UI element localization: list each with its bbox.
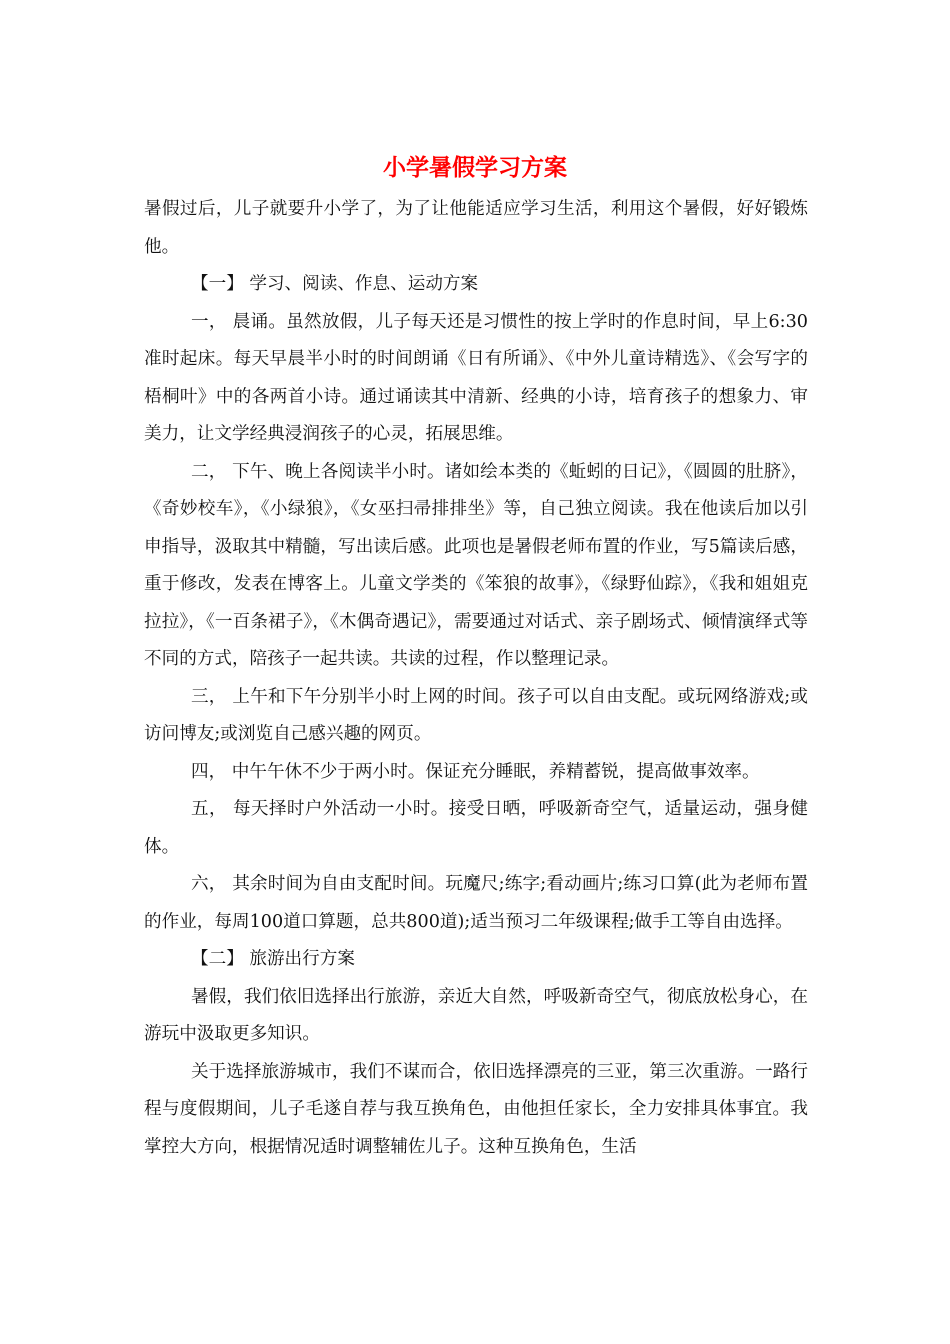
paragraph-item-4: 四， 中午午休不少于两小时。保证充分睡眠，养精蓄锐，提高做事效率。 xyxy=(191,761,760,782)
section-heading-2: 【二】 旅游出行方案 xyxy=(191,949,355,969)
section-heading-1: 【一】 学习、阅读、作息、运动方案 xyxy=(191,274,479,294)
paragraph-travel-1: 暑假，我们依旧选择出行旅游，亲近大自然，呼吸新奇空气，彻底放松身心，在游玩中汲取更多知识。 xyxy=(144,986,808,1044)
document-body xyxy=(144,191,808,1166)
paragraph-item-6: 六， 其余时间为自由支配时间。玩魔尺;练字;看动画片;练习口算(此为老师布置的作业，每周100道口算题，总共800道);适当预习二年级课程;做手工等自由选择。 xyxy=(144,874,808,932)
paragraph-item-2: 二， 下午、晚上各阅读半小时。诸如绘本类的《蚯蚓的日记》，《圆圆的肚脐》，《奇妙校车》，《小绿狼》，《女巫扫帚排排坐》等，自己独立阅读。我在他读后加以引申指导，汲取其中精髓，写出读后感。此项也是暑假老师布置的作业，写5篇读后感，重于修改，发表在博客上。儿童文学类的《笨狼的故事》，《绿野仙踪》，《我和姐姐克拉拉》，《一百条裙子》，《木偶奇遇记》，需要通过对话式、亲子剧场式、倾情演绎式等不同的方式，陪孩子一起共读。共读的过程，作以整理记录。 xyxy=(144,461,808,669)
paragraph-item-3: 三， 上午和下午分别半小时上网的时间。孩子可以自由支配。或玩网络游戏;或访问博友;或浏览自己感兴趣的网页。 xyxy=(144,686,808,744)
paragraph-item-1: 一， 晨诵。虽然放假，儿子每天还是习惯性的按上学时的作息时间，早上6:30准时起床。每天早晨半小时的时间朗诵《日有所诵》、《中外儿童诗精选》、《会写字的梧桐叶》中的各两首小诗。通过诵读其中清新、经典的小诗，培育孩子的想象力、审美力，让文学经典浸润孩子的心灵，拓展思维。 xyxy=(144,311,808,444)
paragraph-item-5: 五， 每天择时户外活动一小时。接受日晒，呼吸新奇空气，适量运动，强身健体。 xyxy=(144,799,808,857)
paragraph-travel-2: 关于选择旅游城市，我们不谋而合，依旧选择漂亮的三亚，第三次重游。一路行程与度假期间，儿子毛遂自荐与我互换角色，由他担任家长，全力安排具体事宜。我掌控大方向，根据情况适时调整辅佐儿子。这种互换角色，生活 xyxy=(144,1061,808,1157)
paragraph-intro: 暑假过后，儿子就要升小学了，为了让他能适应学习生活，利用这个暑假，好好锻炼他。 xyxy=(144,199,808,257)
document-title: 小学暑假学习方案 xyxy=(383,154,567,181)
